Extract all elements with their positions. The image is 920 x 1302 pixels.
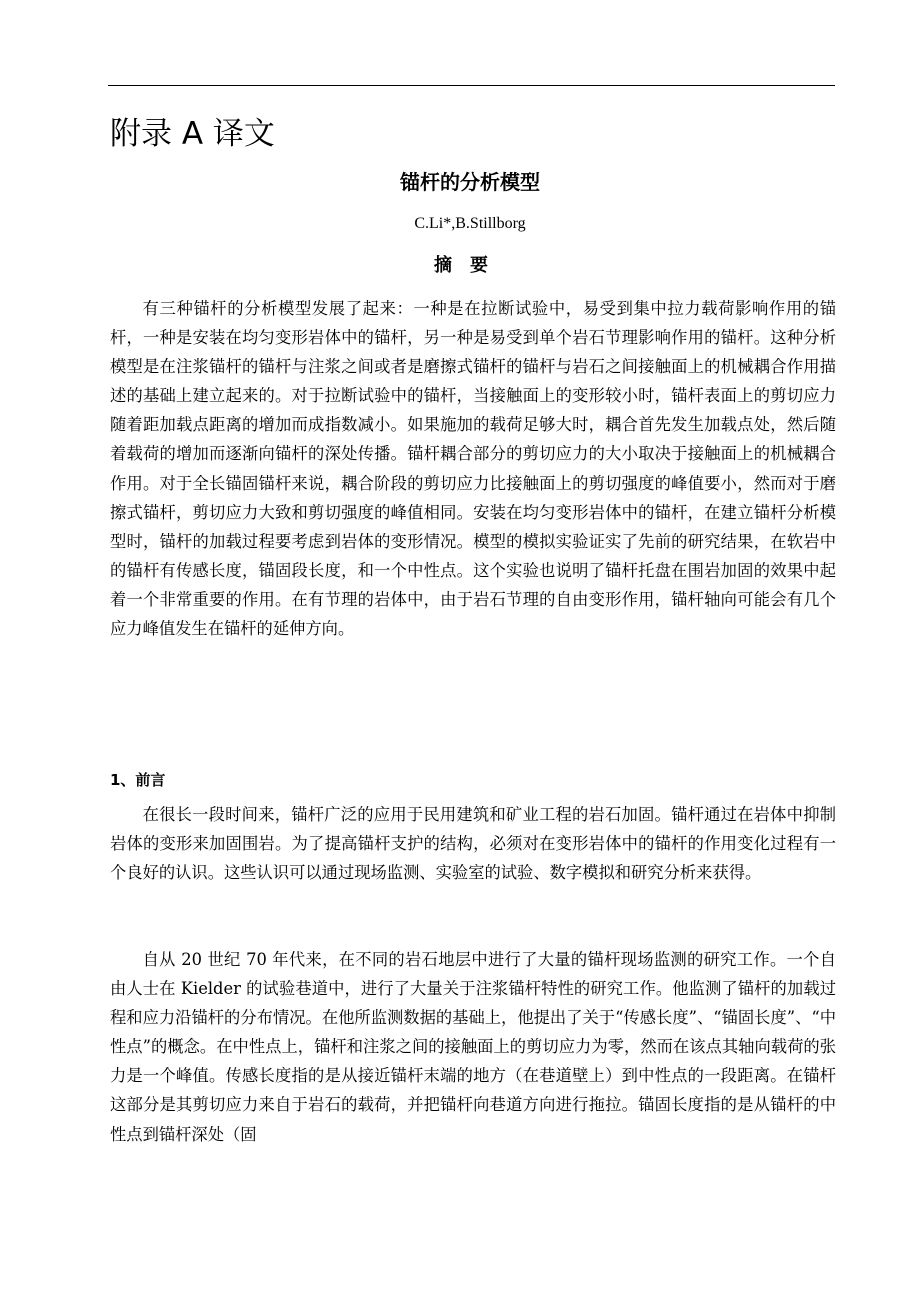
introduction-body-1	[110, 800, 836, 887]
abstract-paragraph: 有三种锚杆的分析模型发展了起来：一种是在拉断试验中，易受到集中拉力载荷影响作用的锚杆，一种是安装在均匀变形岩体中的锚杆，另一种是易受到单个岩石节理影响作用的锚杆。这种分析模型是在注浆锚杆的锚杆与注浆之间或者是磨擦式锚杆的锚杆与岩石之间接触面上的机械耦合作用描述的基础上建立起来的。对于拉断试验中的锚杆，当接触面上的变形较小时，锚杆表面上的剪切应力随着距加载点距离的增加而成指数减小。如果施加的载荷足够大时，耦合首先发生加载点处，然后随着载荷的增加而逐渐向锚杆的深处传播。锚杆耦合部分的剪切应力的大小取决于接触面上的机械耦合作用。对于全长锚固锚杆来说，耦合阶段的剪切应力比接触面上的剪切强度的峰值要小，然而对于磨擦式锚杆，剪切应力大致和剪切强度的峰值相同。安装在均匀变形岩体中的锚杆，在建立锚杆分析模型时，锚杆的加载过程要考虑到岩体的变形情况。模型的模拟实验证实了先前的研究结果，在软岩中的锚杆有传感长度，锚固段长度，和一个中性点。这个实验也说明了锚杆托盘在围岩加固的效果中起着一个非常重要的作用。在有节理的岩体中，由于岩石节理的自由变形作用，锚杆轴向可能会有几个应力峰值发生在锚杆的延伸方向。	[110, 299, 836, 639]
authors-line: C.Li*,B.Stillborg	[414, 215, 526, 232]
abstract-body	[110, 294, 836, 643]
article-title: 锚杆的分析模型	[400, 170, 540, 194]
header-rule	[108, 85, 835, 86]
introduction-body-2	[110, 945, 836, 1149]
abstract-heading: 摘要	[434, 255, 506, 276]
appendix-title: 附录 A 译文	[110, 116, 275, 152]
introduction-paragraph-2: 自从 20 世纪 70 年代来，在不同的岩石地层中进行了大量的锚杆现场监测的研究工作。一个自由人士在 Kielder 的试验巷道中，进行了大量关于注浆锚杆特性的研究工作。他监测了锚杆的加载过程和应力沿锚杆的分布情况。在他所监测数据的基础上，他提出了关于“传感长度”、“锚固长度”、“中性点”的概念。在中性点上，锚杆和注浆之间的接触面上的剪切应力为零，然而在该点其轴向载荷的张力是一个峰值。传感长度指的是从接近锚杆末端的地方（在巷道壁上）到中性点的一段距离。在锚杆这部分是其剪切应力来自于岩石的载荷，并把锚杆向巷道方向进行拖拉。锚固长度指的是从锚杆的中性点到锚杆深处（固	[110, 950, 836, 1144]
introduction-paragraph-1: 在很长一段时间来，锚杆广泛的应用于民用建筑和矿业工程的岩石加固。锚杆通过在岩体中抑制岩体的变形来加固围岩。为了提高锚杆支护的结构，必须对在变形岩体中的锚杆的作用变化过程有一个良好的认识。这些认识可以通过现场监测、实验室的试验、数字模拟和研究分析来获得。	[110, 805, 836, 883]
section-heading-introduction: 1、前言	[110, 771, 166, 789]
